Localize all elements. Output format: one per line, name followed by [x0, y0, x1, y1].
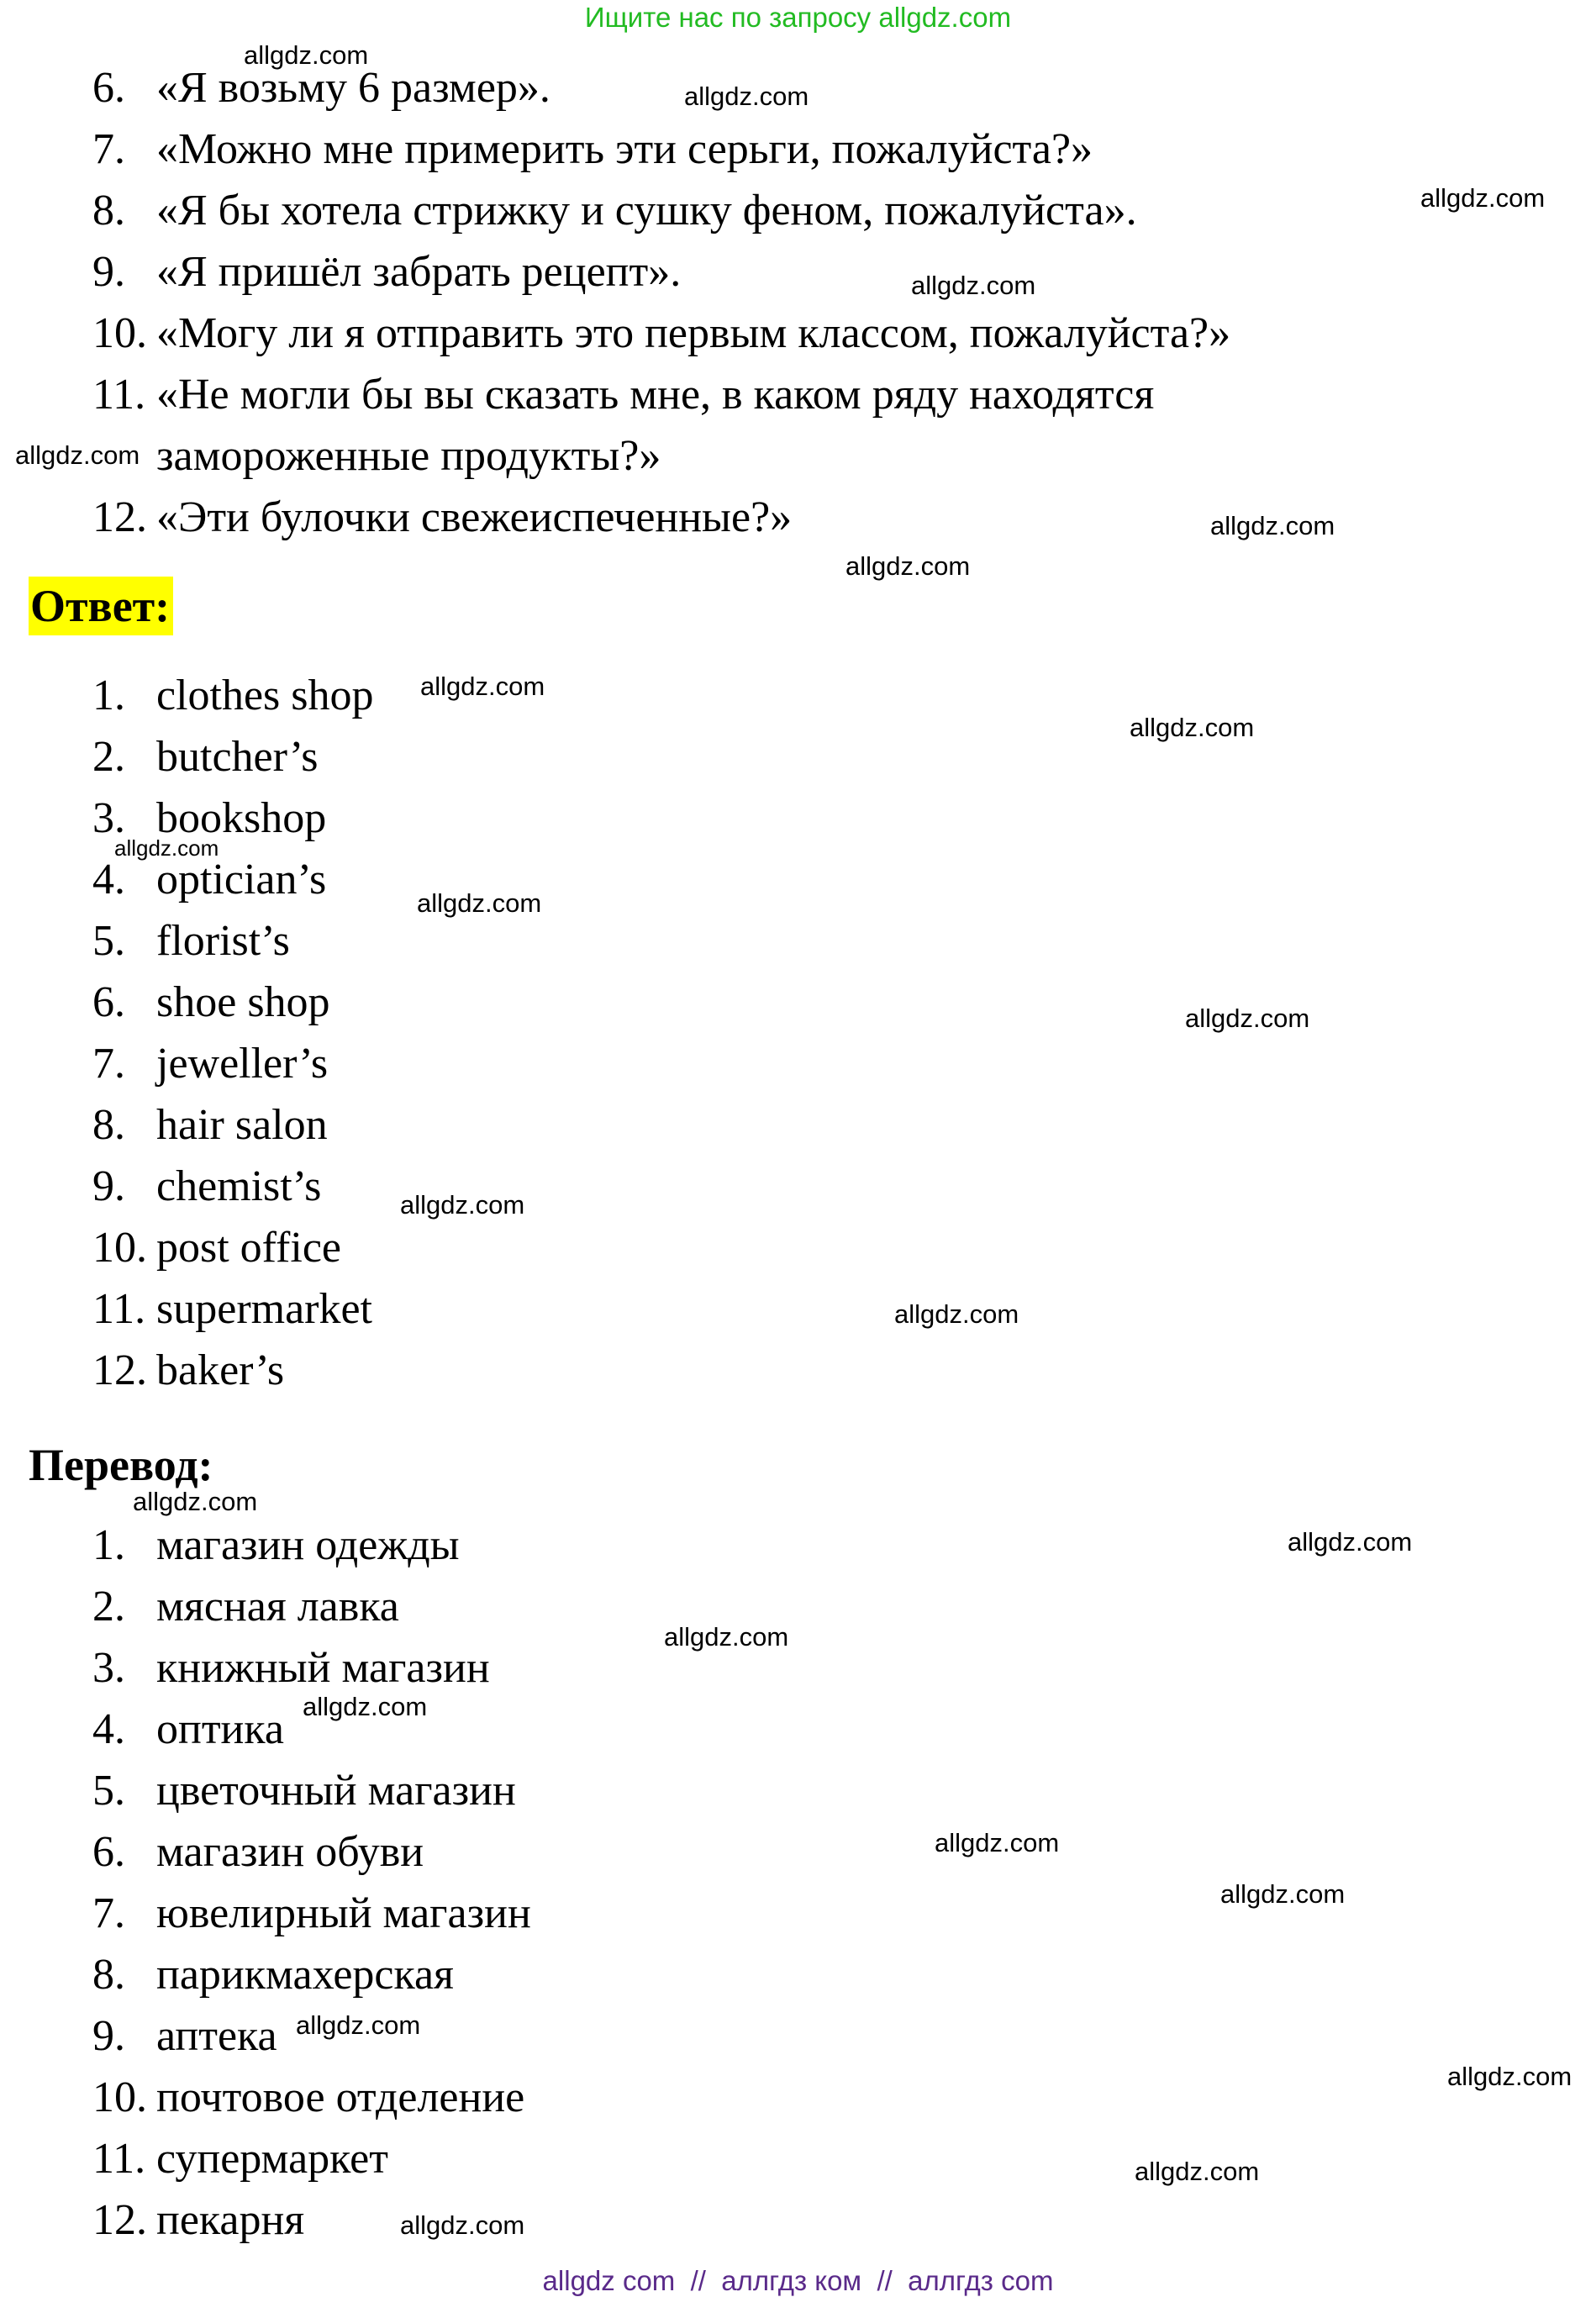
- watermark: allgdz.com: [303, 1692, 428, 1721]
- watermark: allgdz.com: [133, 1487, 258, 1516]
- translation-text: цветочный магазин: [156, 1767, 516, 1815]
- watermark: allgdz.com: [1135, 2157, 1260, 2186]
- translation-text: пекарня: [156, 2196, 305, 2244]
- question-text: «Эти булочки свежеиспеченные?»: [156, 493, 793, 541]
- question-number: 7.: [92, 125, 125, 173]
- answer-number: 2.: [92, 733, 125, 781]
- watermark: allgdz.com: [1220, 1879, 1346, 1909]
- translation-number: 9.: [92, 2012, 125, 2060]
- answer-number: 3.: [92, 794, 125, 842]
- watermark: allgdz.com: [400, 1190, 525, 1220]
- translation-number: 4.: [92, 1705, 125, 1753]
- answer-text: chemist’s: [156, 1162, 322, 1210]
- translation-number: 6.: [92, 1828, 125, 1876]
- answer-text: post office: [156, 1224, 341, 1272]
- answer-number: 11.: [92, 1285, 146, 1333]
- answer-number: 6.: [92, 978, 125, 1026]
- translation-text: магазин обуви: [156, 1828, 424, 1876]
- translation-text: мясная лавка: [156, 1583, 399, 1631]
- translation-number: 12.: [92, 2196, 147, 2244]
- question-number: 10.: [92, 309, 147, 357]
- answer-text: florist’s: [156, 917, 290, 965]
- translation-number: 10.: [92, 2073, 147, 2121]
- answer-number: 7.: [92, 1040, 125, 1088]
- watermark: allgdz.com: [244, 40, 369, 70]
- question-text: «Я пришёл забрать рецепт».: [156, 248, 682, 296]
- question-text: «Можно мне примерить эти серьги, пожалуйста?»: [156, 125, 1093, 173]
- watermark: allgdz.com: [894, 1299, 1019, 1329]
- question-number: 11.: [92, 371, 146, 419]
- answer-number: 8.: [92, 1101, 125, 1149]
- watermark: allgdz.com: [1130, 713, 1255, 742]
- answer-text: clothes shop: [156, 672, 374, 719]
- question-text: «Могу ли я отправить это первым классом, пожалуйста?»: [156, 309, 1231, 357]
- translation-text: аптека: [156, 2012, 277, 2060]
- question-number: 6.: [92, 64, 125, 112]
- watermark: allgdz.com: [420, 672, 545, 701]
- translation-text: книжный магазин: [156, 1644, 490, 1692]
- watermark: allgdz.com: [114, 835, 219, 861]
- watermark: allgdz.com: [296, 2010, 421, 2040]
- watermark: allgdz.com: [664, 1622, 789, 1652]
- answer-number: 5.: [92, 917, 125, 965]
- answer-text: shoe shop: [156, 978, 330, 1026]
- answer-text: hair salon: [156, 1101, 328, 1149]
- answer-text: bookshop: [156, 794, 327, 842]
- answer-text: baker’s: [156, 1346, 285, 1394]
- watermark: allgdz.com: [1420, 183, 1546, 213]
- watermark: allgdz.com: [15, 440, 140, 470]
- translation-heading: Перевод:: [29, 1440, 213, 1490]
- watermark: allgdz.com: [911, 271, 1036, 300]
- watermark: allgdz.com: [417, 888, 542, 918]
- translation-text: почтовое отделение: [156, 2073, 525, 2121]
- translation-number: 2.: [92, 1583, 125, 1631]
- watermark: allgdz.com: [684, 82, 809, 111]
- question-number: 8.: [92, 187, 125, 234]
- watermark: allgdz.com: [935, 1828, 1060, 1857]
- translation-number: 8.: [92, 1951, 125, 1999]
- translation-text: парикмахерская: [156, 1951, 454, 1999]
- question-number: 9.: [92, 248, 125, 296]
- translation-text: оптика: [156, 1705, 284, 1753]
- question-number: 12.: [92, 493, 147, 541]
- question-text-continuation: замороженные продукты?»: [156, 432, 661, 480]
- answer-number: 9.: [92, 1162, 125, 1210]
- watermark: allgdz.com: [845, 551, 971, 581]
- translation-number: 5.: [92, 1767, 125, 1815]
- answer-number: 4.: [92, 856, 125, 904]
- bottom-site-banner: allgdz com // аллгдз ком // аллгдз com: [542, 2265, 1054, 2296]
- watermark: allgdz.com: [1210, 511, 1335, 540]
- watermark: allgdz.com: [1185, 1004, 1310, 1033]
- question-text: «Не могли бы вы сказать мне, в каком ряду находятся: [156, 371, 1155, 419]
- answer-number: 10.: [92, 1224, 147, 1272]
- answer-number: 1.: [92, 672, 125, 719]
- translation-text: магазин одежды: [156, 1521, 460, 1569]
- translation-number: 11.: [92, 2135, 146, 2183]
- translation-number: 1.: [92, 1521, 125, 1569]
- answer-number: 12.: [92, 1346, 147, 1394]
- top-search-banner: Ищите нас по запросу allgdz.com: [584, 2, 1012, 33]
- translation-number: 3.: [92, 1644, 125, 1692]
- answer-text: optician’s: [156, 856, 327, 904]
- watermark: allgdz.com: [1447, 2062, 1572, 2091]
- question-text: «Я возьму 6 размер».: [156, 64, 550, 112]
- translation-text: супермаркет: [156, 2135, 388, 2183]
- answer-text: supermarket: [156, 1285, 373, 1333]
- translation-number: 7.: [92, 1889, 125, 1937]
- question-text: «Я бы хотела стрижку и сушку феном, пожалуйста».: [156, 187, 1137, 234]
- answer-heading: Ответ:: [29, 577, 173, 635]
- translation-text: ювелирный магазин: [156, 1889, 531, 1937]
- watermark: allgdz.com: [400, 2210, 525, 2240]
- answer-text: butcher’s: [156, 733, 319, 781]
- watermark: allgdz.com: [1288, 1527, 1413, 1557]
- answer-text: jeweller’s: [156, 1040, 329, 1088]
